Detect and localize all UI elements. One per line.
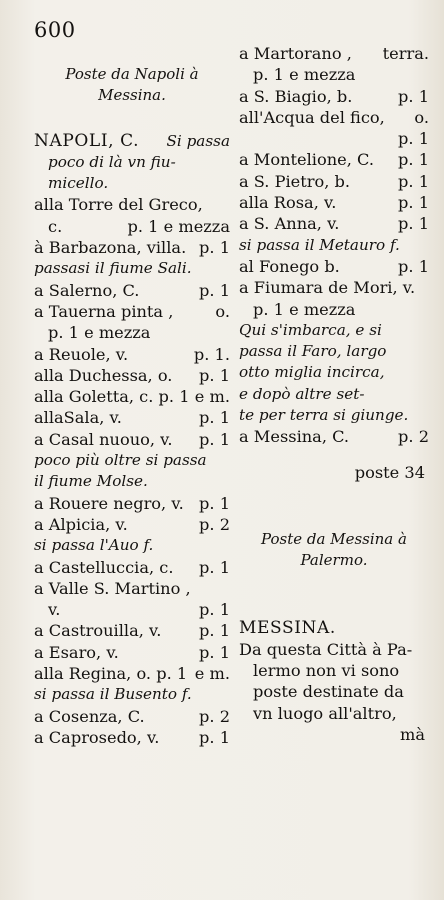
itinerary-row [239, 107, 429, 128]
heading-line: Poste da Messina à [261, 529, 407, 548]
distance-text: p. 1 [199, 727, 230, 747]
itinerary-row [34, 322, 230, 343]
place-text: a Castrouilla, v. [34, 621, 162, 641]
itinerary-row [34, 216, 230, 237]
itinerary-row [34, 535, 230, 556]
city-name: MESSINA. [239, 617, 336, 638]
text-line: poste destinate da [253, 682, 404, 702]
entry-note: Si passa [166, 131, 230, 150]
distance-text: p. 1 [199, 280, 230, 300]
place-text: al Fonego b. [239, 256, 340, 276]
itinerary-row [34, 301, 230, 322]
itinerary-row [34, 386, 230, 407]
place-text: alla Torre del Greco, [34, 195, 203, 215]
place-text: passasi il fiume Sali. [34, 259, 192, 278]
place-text: otto miglia incirca, [239, 363, 385, 382]
place-text: alla Duchessa, o. [34, 365, 173, 385]
left-column [34, 64, 230, 748]
itinerary-row [34, 237, 230, 258]
place-text: allaSala, v. [34, 408, 122, 428]
itinerary-row [34, 557, 230, 578]
itinerary-row [34, 407, 230, 428]
distance-text: p. 1 [398, 86, 429, 106]
itinerary-row [239, 341, 429, 362]
heading-line: Messina. [98, 86, 166, 105]
place-text: Qui s'imbarca, e si [239, 320, 382, 339]
itinerary-row [239, 299, 429, 320]
place-text: a Valle S. Martino , [34, 578, 191, 598]
heading-line: Palermo. [300, 551, 368, 570]
itinerary-row [239, 235, 429, 256]
itinerary-row [34, 620, 230, 641]
itinerary-row [239, 213, 429, 234]
note-line: micello. [48, 174, 109, 193]
place-text: e dopò altre set- [239, 384, 365, 403]
distance-text: e m. [194, 664, 230, 684]
itinerary-row [34, 727, 230, 748]
distance-text: p. 1 [398, 150, 429, 170]
place-text: a Montelione, C. [239, 150, 374, 170]
itinerary-row [34, 578, 230, 599]
itinerary-row [239, 64, 429, 85]
place-text: a Cosenza, C. [34, 706, 145, 726]
place-text: si passa il Metauro f. [239, 235, 400, 254]
itinerary-row [239, 256, 429, 277]
distance-text: o. [215, 301, 230, 321]
place-text: si passa l'Auo f. [34, 536, 154, 555]
distance-text: p. 1 [398, 256, 429, 276]
section-heading-napoli-messina [34, 64, 230, 107]
itinerary-row [239, 171, 429, 192]
place-text: a Messina, C. [239, 427, 350, 447]
place-text: p. 1 e mezza [253, 299, 356, 319]
right-column [239, 43, 429, 745]
distance-text: p. 1 [199, 365, 230, 385]
place-text: a Castelluccia, c. [34, 557, 174, 577]
distance-text: p. 1 [398, 129, 429, 149]
place-text: a Salerno, C. [34, 280, 140, 300]
place-text: a Rouere negro, v. [34, 493, 184, 513]
itinerary-row [34, 514, 230, 535]
place-text: p. 1 e mezza [48, 323, 151, 343]
text-line: vn luogo all'altro, [253, 703, 397, 723]
place-text: a Alpicia, v. [34, 514, 128, 534]
distance-text: p. 1 [199, 408, 230, 428]
place-text: a Tauerna pinta , [34, 301, 174, 321]
itinerary-row [34, 493, 230, 514]
place-text: alla Rosa, v. [239, 193, 337, 213]
itinerary-row [239, 405, 429, 426]
entry-messina [239, 618, 429, 639]
itinerary-row [34, 194, 230, 215]
itinerary-row [34, 663, 230, 684]
itinerary-row [34, 365, 230, 386]
itinerary-row [34, 642, 230, 663]
place-text: a Esaro, v. [34, 642, 119, 662]
itinerary-row [239, 128, 429, 149]
place-text: poco più oltre si passa [34, 451, 207, 470]
place-text: a S. Biagio, b. [239, 86, 353, 106]
distance-text: p. 1 [199, 238, 230, 258]
place-text: a S. Pietro, b. [239, 171, 351, 191]
itinerary-row [34, 706, 230, 727]
place-text: si passa il Busento f. [34, 685, 192, 704]
place-text: v. [48, 600, 61, 620]
itinerary-row [34, 471, 230, 492]
distance-text: p. 2 [398, 427, 429, 447]
place-text: a Fiumara de Mori, v. [239, 278, 416, 298]
itinerary-row [34, 599, 230, 620]
itinerary-row [239, 149, 429, 170]
itinerary-row [34, 450, 230, 471]
text-line: lermo non vi sono [253, 661, 400, 681]
place-text: a Casal nuouo, v. [34, 429, 173, 449]
itinerary-row [34, 280, 230, 301]
distance-text: e m. [194, 387, 230, 407]
itinerary-row [239, 277, 429, 298]
place-text: te per terra si giunge. [239, 406, 409, 425]
distance-text: p. 2 [199, 514, 230, 534]
place-text: passa il Faro, largo [239, 342, 387, 361]
place-text: a Martorano , [239, 44, 352, 63]
itinerary-row [239, 43, 429, 64]
place-text: c. [48, 216, 63, 236]
place-text: alla Goletta, c. p. 1 [34, 387, 190, 407]
place-text: alla Regina, o. p. 1 [34, 664, 188, 684]
itinerary-row [34, 344, 230, 365]
page-number: 600 [34, 18, 76, 42]
itinerary-row [34, 684, 230, 705]
distance-text: p. 1 [398, 214, 429, 234]
text-line: mà [399, 725, 425, 745]
place-text: a Caprosedo, v. [34, 727, 160, 747]
distance-text: p. 1 [199, 429, 230, 449]
place-text: a Reuole, v. [34, 344, 129, 364]
itinerary-row [239, 86, 429, 107]
distance-text: p. 1 [398, 193, 429, 213]
heading-line: Poste da Napoli à [65, 65, 199, 83]
place-text: à Barbazona, villa. [34, 238, 187, 258]
distance-text: p. 1 [199, 557, 230, 577]
note-line: poco di là vn fiu- [48, 152, 176, 171]
place-text: il fiume Molse. [34, 472, 148, 491]
distance-text: p. 1 e mezza [127, 216, 230, 236]
distance-text: p. 1. [193, 344, 230, 364]
entry-napoli [34, 131, 230, 152]
itinerary-row [34, 258, 230, 279]
distance-text: p. 1 [199, 621, 230, 641]
itinerary-row [34, 429, 230, 450]
distance-text: p. 2 [199, 706, 230, 726]
distance-text: p. 1 [398, 171, 429, 191]
distance-text: terra. [382, 44, 429, 63]
itinerary-row [239, 192, 429, 213]
distance-text: p. 1 [199, 493, 230, 513]
distance-text: p. 1 [199, 600, 230, 620]
place-text: all'Acqua del fico, [239, 107, 385, 127]
itinerary-row [239, 362, 429, 383]
distance-text: o. [414, 107, 429, 127]
total-postes: poste 34 [354, 462, 425, 482]
section-heading-messina-palermo [239, 529, 429, 572]
place-text: a S. Anna, v. [239, 214, 340, 234]
distance-text: p. 1 [199, 642, 230, 662]
itinerary-row [239, 384, 429, 405]
city-name: NAPOLI, C. [34, 130, 140, 151]
itinerary-row [239, 426, 429, 447]
text-line: Da questa Città à Pa- [239, 639, 413, 659]
place-text: p. 1 e mezza [253, 65, 356, 85]
itinerary-row [239, 320, 429, 341]
